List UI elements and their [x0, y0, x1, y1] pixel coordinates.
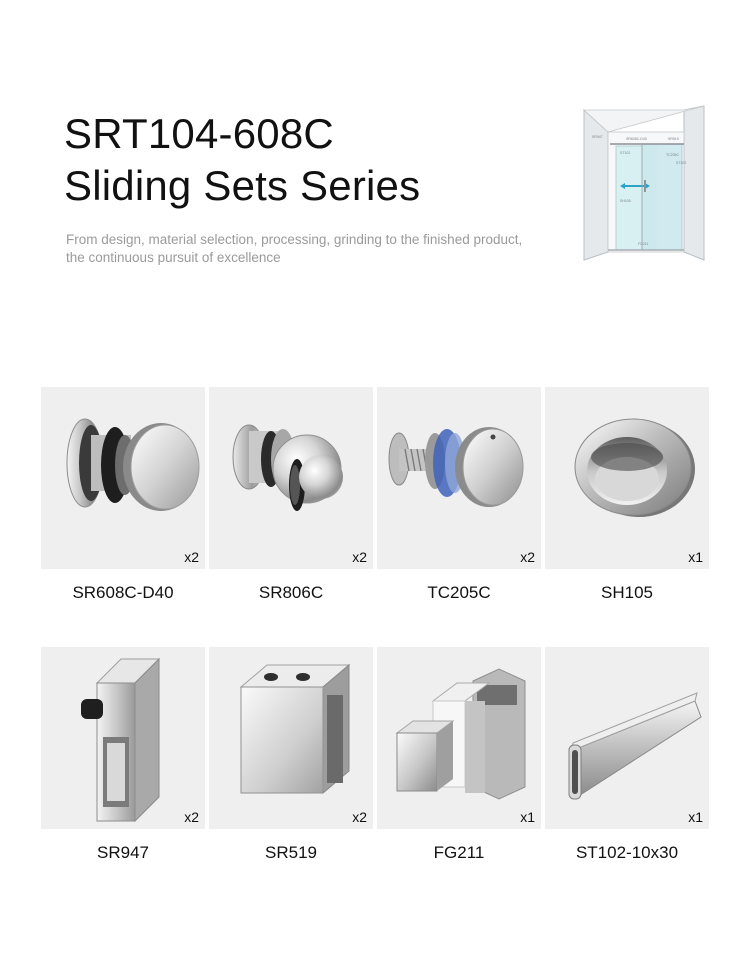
product-code: TC205C: [427, 583, 491, 602]
svg-text:FG211: FG211: [638, 242, 649, 246]
product-card: [209, 647, 373, 877]
product-card: [545, 647, 709, 877]
product-tile: [377, 387, 541, 569]
dome-roller-icon: [209, 387, 373, 569]
title-model: SRT104-608C: [64, 110, 334, 157]
page-subtitle: [66, 231, 556, 267]
product-code: FG211: [433, 843, 485, 862]
product-tile: [545, 647, 709, 829]
subtitle-line-1: From design, material selection, processing, grinding to the finished product,: [66, 232, 523, 247]
quantity: x2: [184, 809, 199, 825]
quantity: x2: [352, 549, 367, 565]
product-code: SR947: [97, 843, 149, 862]
product-card: [377, 387, 541, 617]
product-tile: [41, 387, 205, 569]
product-tile: [41, 647, 205, 829]
product-card: [545, 387, 709, 617]
product-card: [377, 647, 541, 877]
svg-text:ST102: ST102: [620, 151, 631, 155]
svg-text:ST102: ST102: [676, 161, 687, 165]
product-tile: [209, 387, 373, 569]
quantity: x2: [184, 549, 199, 565]
title-series: Sliding Sets Series: [64, 162, 421, 209]
rectangular-tube-icon: [545, 647, 709, 829]
finger-pull-ring-icon: [545, 387, 709, 569]
quantity: x1: [688, 809, 703, 825]
svg-text:SR947: SR947: [592, 135, 603, 139]
svg-text:SH105: SH105: [620, 199, 631, 203]
product-card: [41, 387, 205, 617]
page-title: [64, 108, 420, 212]
enclosure-diagram: [580, 104, 708, 262]
product-code: SR519: [265, 843, 317, 862]
stopper-bracket-icon: [41, 647, 205, 829]
quantity: x1: [688, 549, 703, 565]
svg-text:SR608C-D40: SR608C-D40: [626, 137, 647, 141]
quantity: x2: [352, 809, 367, 825]
round-knob-d40-icon: [41, 387, 205, 569]
rectangular-clip-icon: [209, 647, 373, 829]
product-card: [209, 387, 373, 617]
subtitle-line-2: the continuous pursuit of excellence: [66, 250, 281, 265]
quantity: x1: [520, 809, 535, 825]
threaded-knob-icon: [377, 387, 541, 569]
product-card: [41, 647, 205, 877]
quantity: x2: [520, 549, 535, 565]
product-tile: [209, 647, 373, 829]
product-code: SH105: [601, 583, 653, 602]
product-row-2: [41, 647, 709, 877]
product-code: SR806C: [258, 583, 324, 602]
product-tile: [377, 647, 541, 829]
product-code: ST102-10x30: [575, 843, 679, 862]
floor-guide-icon: [377, 647, 541, 829]
svg-text:TC205C: TC205C: [666, 153, 680, 157]
product-row-1: [41, 387, 709, 617]
svg-text:SR519: SR519: [668, 137, 679, 141]
product-tile: [545, 387, 709, 569]
product-code: SR608C-D40: [72, 583, 174, 602]
